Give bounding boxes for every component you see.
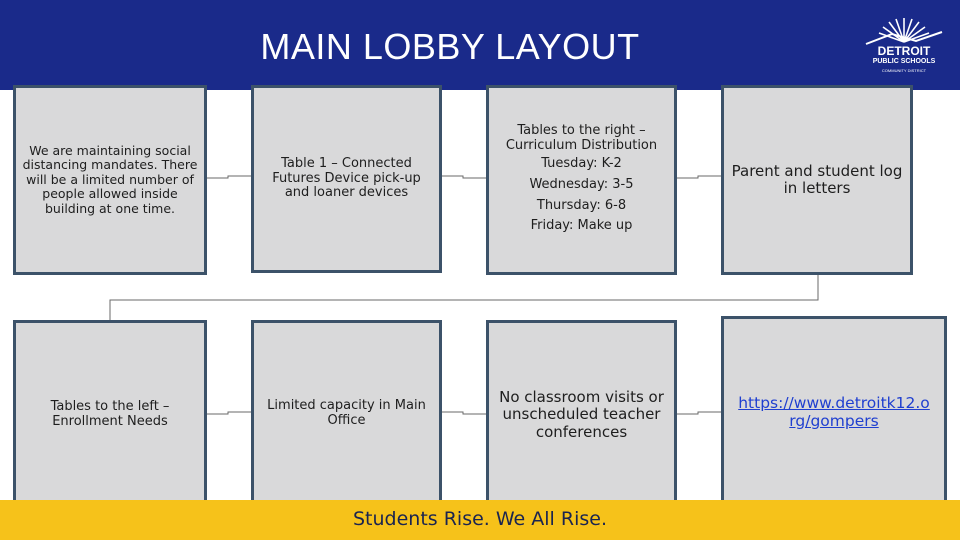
card-text: Parent and student log in letters: [731, 161, 903, 197]
card-text: We are maintaining social distancing mandates. There will be a limited number of people allowed inside building at one time.: [22, 143, 198, 216]
card-website: [721, 316, 947, 510]
card-text: Limited capacity in Main Office: [267, 398, 426, 428]
tagline: Students Rise. We All Rise.: [353, 508, 607, 530]
card-text: Table 1 – Connected Futures Device pick-up and loaner devices: [272, 155, 421, 201]
card-text: Tables to the left – Enrollment Needs: [50, 399, 170, 429]
schedule-line: Tuesday: K-2: [541, 156, 622, 171]
card-text: No classroom visits or unscheduled teacher conferences: [499, 388, 664, 441]
card-login-letters: [721, 85, 913, 275]
card-distancing: [13, 85, 207, 275]
card-enrollment: [13, 320, 207, 510]
schedule-line: Thursday: 6-8: [536, 197, 627, 213]
card-table-1: [251, 85, 442, 273]
schedule-line: Wednesday: 3-5: [529, 176, 634, 192]
card-no-visits: [486, 320, 677, 510]
website-link[interactable]: https://www.detroitk12.org/gompers: [738, 394, 930, 430]
card-curriculum-distribution: [486, 85, 677, 275]
page-title: MAIN LOBBY LAYOUT: [260, 26, 640, 67]
logo-tagline: COMMUNITY DISTRICT: [881, 68, 927, 73]
schedule-block: [495, 123, 668, 237]
schedule-heading: Tables to the right – Curriculum Distribution: [505, 122, 658, 154]
logo-subtitle: PUBLIC SCHOOLS: [872, 58, 936, 65]
schedule-line: Friday: Make up: [530, 218, 633, 234]
card-main-office: [251, 320, 442, 508]
logo-name: DETROIT: [877, 44, 931, 58]
